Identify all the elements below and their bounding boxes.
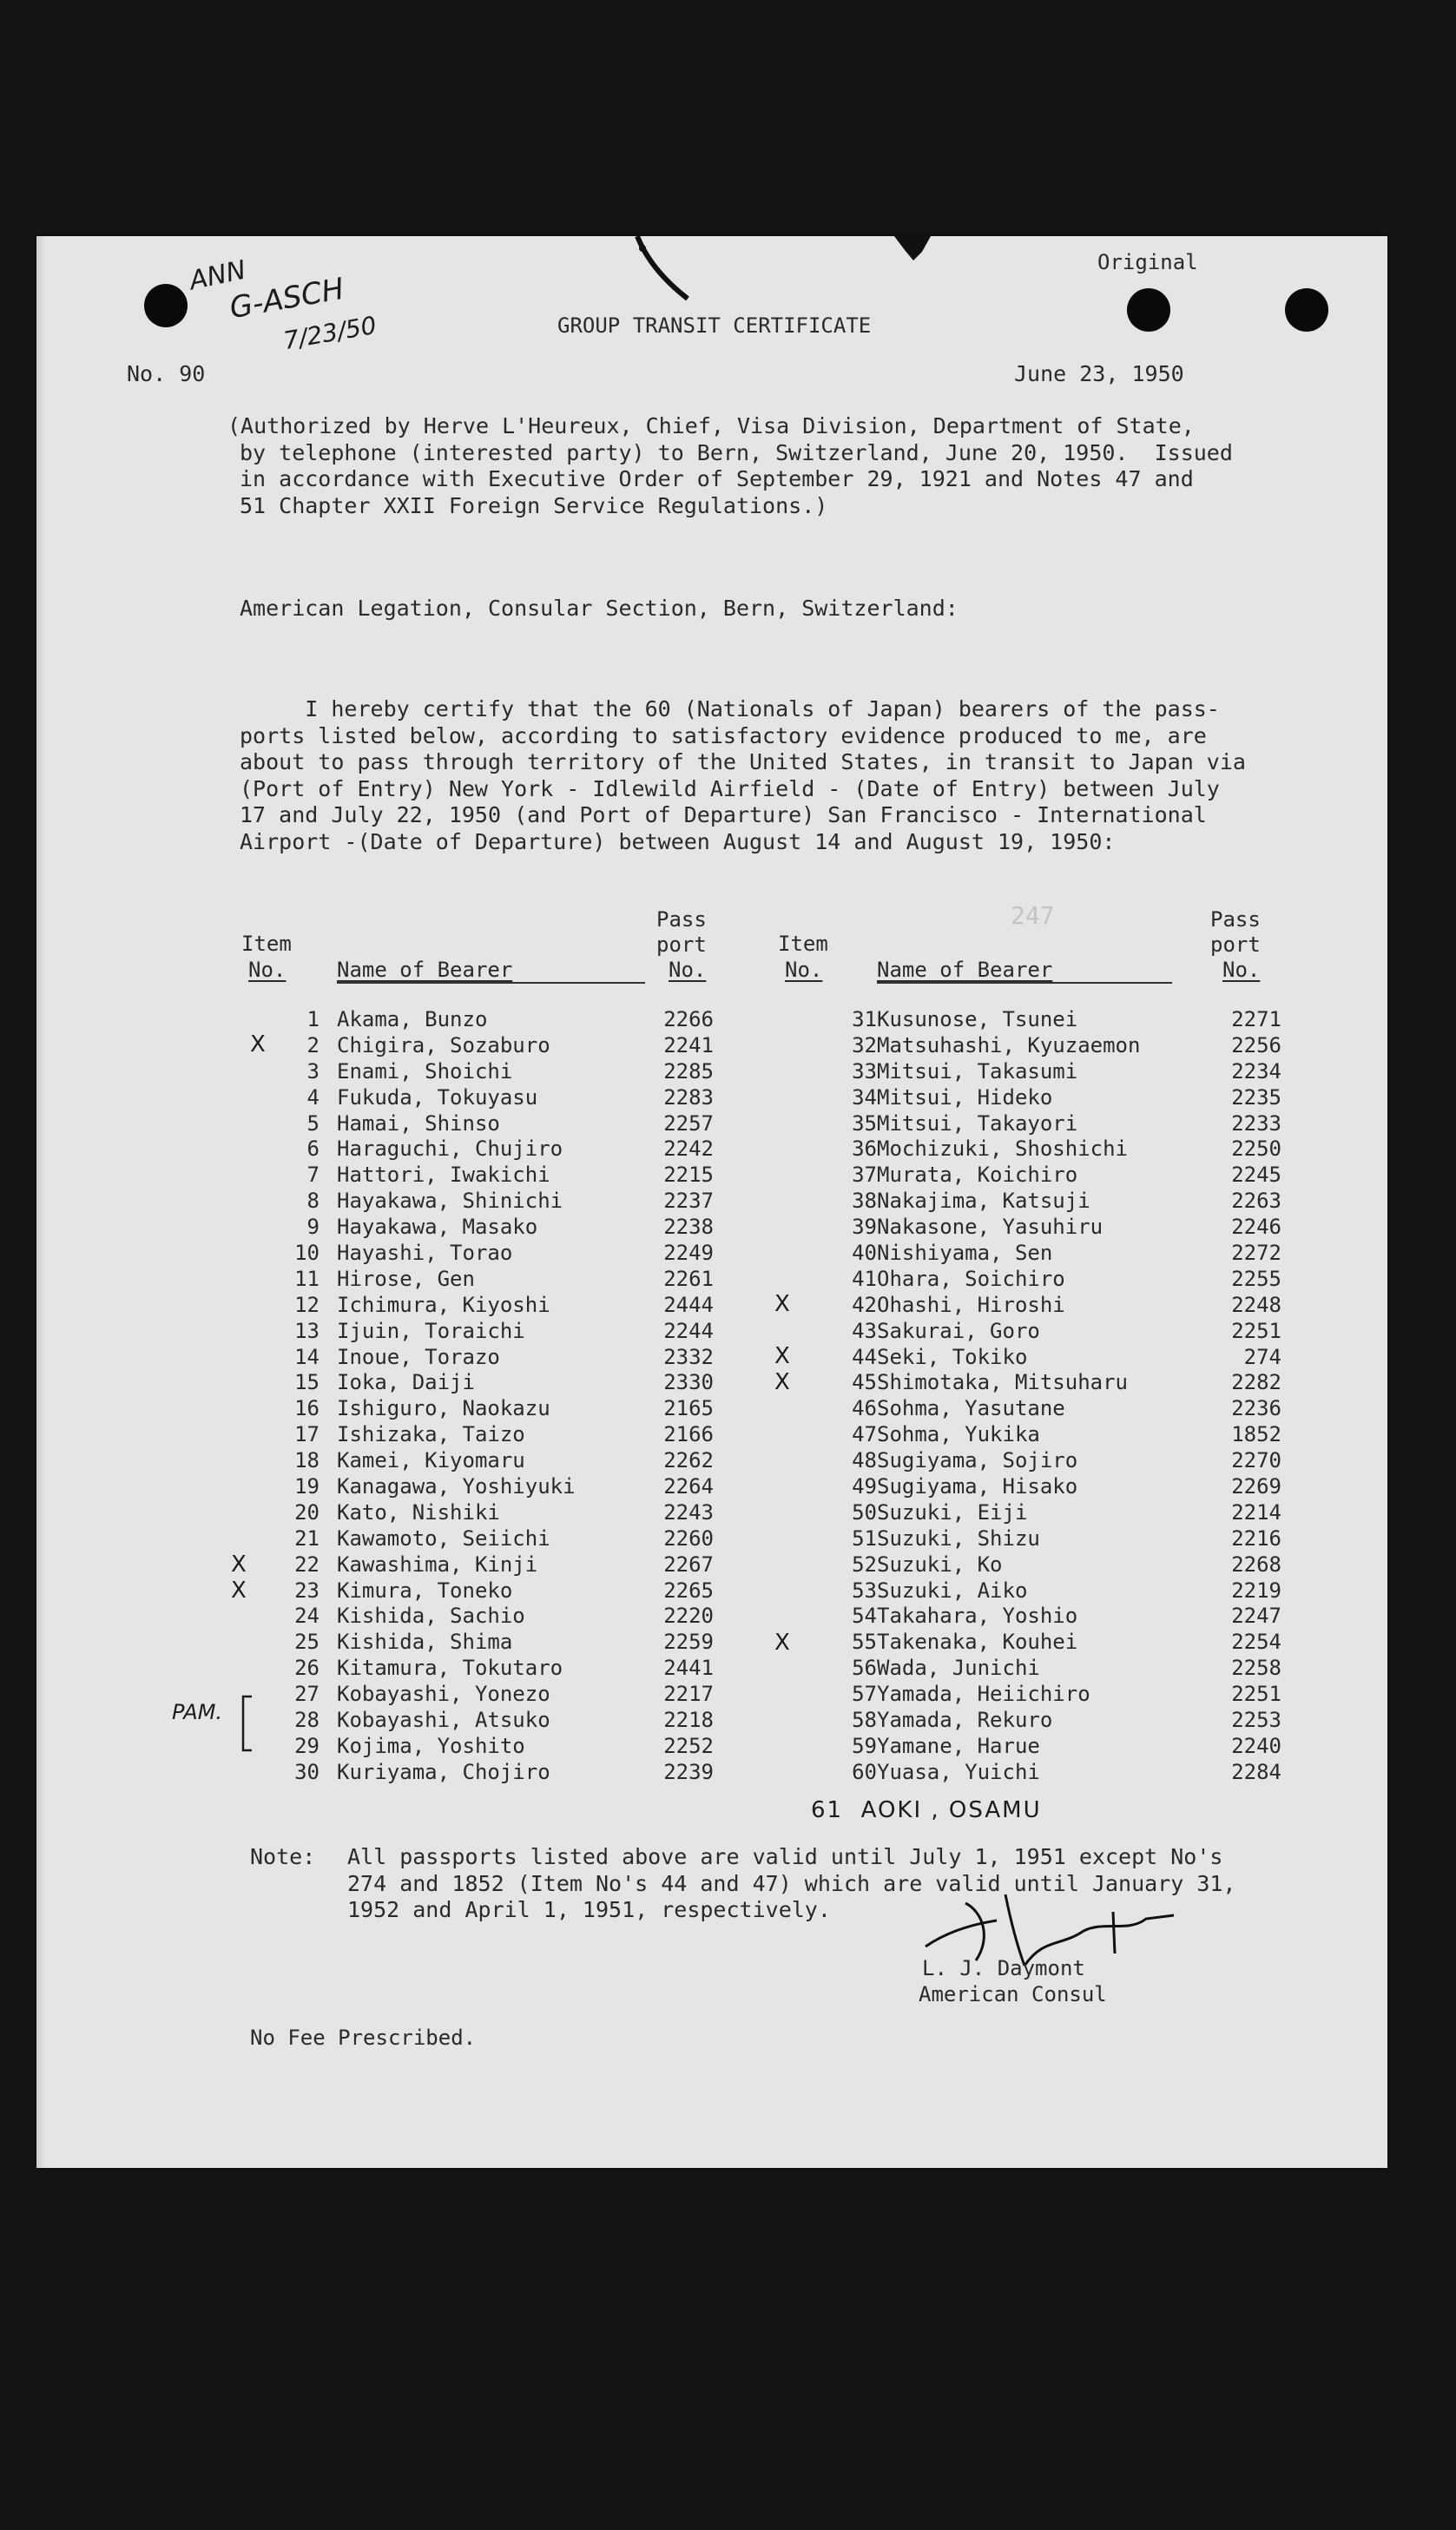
bearer-name: Ijuin, Toraichi xyxy=(337,1318,525,1343)
bearer-row xyxy=(747,1448,1320,1474)
bearers-list-right xyxy=(747,1007,1320,1786)
bearer-item-number: 59 xyxy=(852,1733,877,1758)
bearer-row xyxy=(747,1059,1320,1085)
fee-statement: No Fee Prescribed. xyxy=(250,2026,477,2050)
bearer-name: Hayakawa, Masako xyxy=(337,1215,538,1240)
bearer-passport-number: 2258 xyxy=(1231,1656,1281,1681)
bearer-passport-number: 2282 xyxy=(1231,1370,1281,1395)
bearer-name: Sakurai, Goro xyxy=(877,1318,1040,1343)
bearer-item-number: 36 xyxy=(852,1137,877,1162)
bearer-name: Seki, Tokiko xyxy=(877,1344,1028,1369)
bearer-row xyxy=(747,1656,1320,1682)
bearer-item-number: 43 xyxy=(852,1318,877,1343)
bearer-item-number: 7 xyxy=(306,1163,320,1188)
punch-hole-left xyxy=(144,284,188,327)
header-pass-right-1: Pass xyxy=(1210,907,1261,932)
bearer-name: Nakajima, Katsuji xyxy=(877,1189,1090,1214)
bearer-row xyxy=(747,1500,1320,1526)
bearer-row xyxy=(210,1682,766,1708)
bearer-name: Ichimura, Kiyoshi xyxy=(337,1292,550,1317)
bearer-row xyxy=(747,1760,1320,1786)
bearer-passport-number: 2256 xyxy=(1231,1032,1281,1057)
punch-hole-right xyxy=(1285,288,1328,332)
bearer-item-number: 39 xyxy=(852,1215,877,1240)
bearer-row xyxy=(210,1630,766,1656)
bearer-row xyxy=(747,1241,1320,1267)
bearer-name: Mitsui, Takasumi xyxy=(877,1058,1078,1084)
bearer-item-number: 28 xyxy=(294,1708,320,1733)
bearer-name: Hayakawa, Shinichi xyxy=(337,1189,563,1214)
bearer-row xyxy=(210,1760,766,1786)
bearer-item-number: 55 xyxy=(852,1630,877,1655)
bearer-name: Yuasa, Yuichi xyxy=(877,1759,1040,1784)
note-line: 274 and 1852 (Item No's 44 and 47) which are valid until January 31, xyxy=(347,1870,1236,1896)
bearer-item-number: 2 xyxy=(306,1032,320,1057)
bearer-row xyxy=(747,1552,1320,1578)
bearer-name: Fukuda, Tokuyasu xyxy=(337,1084,538,1110)
bearer-row xyxy=(747,1267,1320,1293)
bearer-item-number: 16 xyxy=(294,1396,320,1421)
bearer-passport-number: 2272 xyxy=(1231,1241,1281,1266)
bearer-item-number: 9 xyxy=(306,1215,320,1240)
bearer-item-number: 14 xyxy=(294,1344,320,1369)
bearer-passport-number: 2219 xyxy=(1231,1578,1281,1603)
bearer-name: Mitsui, Hideko xyxy=(877,1084,1053,1110)
bearer-row xyxy=(747,1319,1320,1345)
bearer-item-number: 46 xyxy=(852,1396,877,1421)
header-name-right: Name of Bearer xyxy=(877,958,1053,982)
bearer-name: Kishida, Sachio xyxy=(337,1604,525,1629)
bearer-row xyxy=(210,1267,766,1293)
bearer-passport-number: 2283 xyxy=(663,1084,714,1110)
bearer-row xyxy=(210,1163,766,1189)
bearer-passport-number: 2236 xyxy=(1231,1396,1281,1421)
bearer-passport-number: 2259 xyxy=(663,1630,714,1655)
bearer-item-number: 53 xyxy=(852,1578,877,1603)
bearer-item-number: 18 xyxy=(294,1448,320,1473)
bearer-item-number: 40 xyxy=(852,1241,877,1266)
bearer-item-number: 17 xyxy=(294,1422,320,1447)
bearer-name: Hirose, Gen xyxy=(337,1266,475,1291)
bearer-passport-number: 2284 xyxy=(1231,1759,1281,1784)
header-name-rule-left xyxy=(337,982,645,984)
bearer-name: Suzuki, Shizu xyxy=(877,1525,1040,1551)
header-pass-right-3: No. xyxy=(1222,958,1261,982)
bearers-list-left xyxy=(210,1007,766,1786)
certification-line: (Port of Entry) New York - Idlewild Airfield - (Date of Entry) between July xyxy=(240,775,1220,801)
bearer-passport-number: 2251 xyxy=(1231,1318,1281,1343)
bearer-row xyxy=(747,1345,1320,1371)
bearer-row xyxy=(210,1578,766,1604)
bearer-row xyxy=(210,1552,766,1578)
bearer-item-number: 37 xyxy=(852,1163,877,1188)
bearer-row xyxy=(747,1526,1320,1552)
bearer-row xyxy=(210,1293,766,1319)
bearer-item-number: 30 xyxy=(294,1759,320,1784)
bearer-passport-number: 2244 xyxy=(663,1318,714,1343)
bearer-name: Ohashi, Hiroshi xyxy=(877,1292,1065,1317)
bearer-name: Yamane, Harue xyxy=(877,1733,1040,1758)
bearer-passport-number: 2245 xyxy=(1231,1163,1281,1188)
bearer-passport-number: 2237 xyxy=(663,1189,714,1214)
bearer-name: Sohma, Yukika xyxy=(877,1422,1040,1447)
bearer-name: Matsuhashi, Kyuzaemon xyxy=(877,1032,1141,1057)
bearer-row xyxy=(210,1656,766,1682)
bearer-row xyxy=(210,1604,766,1630)
bearer-item-number: 27 xyxy=(294,1682,320,1707)
handwritten-entry-61: 61 AOKI , OSAMU xyxy=(811,1797,1042,1823)
bearer-row xyxy=(210,1448,766,1474)
bearer-item-number: 56 xyxy=(852,1656,877,1681)
certificate-date: June 23, 1950 xyxy=(1014,361,1184,386)
bearer-name: Suzuki, Aiko xyxy=(877,1578,1028,1603)
bearer-row xyxy=(747,1422,1320,1448)
authorization-line: 51 Chapter XXII Foreign Service Regulations.) xyxy=(240,492,828,518)
bearer-row xyxy=(210,1111,766,1137)
bearer-passport-number: 2253 xyxy=(1231,1708,1281,1733)
bearer-name: Takahara, Yoshio xyxy=(877,1604,1078,1629)
bearer-name: Ishiguro, Naokazu xyxy=(337,1396,550,1421)
bearer-passport-number: 2268 xyxy=(1231,1552,1281,1577)
punch-hole-center xyxy=(1127,288,1170,332)
bearer-name: Kobayashi, Atsuko xyxy=(337,1708,550,1733)
bearer-passport-number: 2246 xyxy=(1231,1215,1281,1240)
bearer-row xyxy=(210,1474,766,1500)
bearer-name: Nakasone, Yasuhiru xyxy=(877,1215,1104,1240)
certification-line: about to pass through territory of the United States, in transit to Japan via xyxy=(240,749,1246,774)
bearer-row xyxy=(747,1189,1320,1215)
bearer-item-number: 20 xyxy=(294,1499,320,1525)
paper-tear-marks xyxy=(592,236,957,314)
bearer-name: Yamada, Rekuro xyxy=(877,1708,1053,1733)
signer-title: American Consul xyxy=(919,1982,1107,2006)
bearer-passport-number: 2238 xyxy=(663,1215,714,1240)
bearer-row xyxy=(210,1345,766,1371)
bearer-name: Kato, Nishiki xyxy=(337,1499,500,1525)
authorization-line: (Authorized by Herve L'Heureux, Chief, Visa Division, Department of State, xyxy=(227,413,1195,438)
bearer-row xyxy=(747,1293,1320,1319)
bearer-passport-number: 2214 xyxy=(1231,1499,1281,1525)
header-name-left: Name of Bearer xyxy=(337,958,513,982)
note-line: 1952 and April 1, 1951, respectively. xyxy=(347,1897,831,1922)
document-page xyxy=(36,236,1387,2168)
bearer-row xyxy=(210,1319,766,1345)
bearer-name: Shimotaka, Mitsuharu xyxy=(877,1370,1128,1395)
certification-line: I hereby certify that the 60 (Nationals of Japan) bearers of the pass- xyxy=(240,696,1220,721)
bearer-passport-number: 274 xyxy=(1243,1344,1281,1369)
bearer-row xyxy=(210,1007,766,1033)
bearer-item-number: 25 xyxy=(294,1630,320,1655)
handwritten-corner-line2: G-ASCH xyxy=(227,271,347,326)
handwritten-x-item-41: X xyxy=(774,1291,790,1317)
header-item-right-1: Item xyxy=(778,932,828,956)
bearer-passport-number: 2249 xyxy=(663,1241,714,1266)
bearer-passport-number: 2269 xyxy=(1231,1474,1281,1499)
signer-name: L. J. Daymont xyxy=(922,1956,1085,1980)
bearer-item-number: 41 xyxy=(852,1266,877,1291)
bearer-name: Wada, Junichi xyxy=(877,1656,1040,1681)
authorization-paragraph xyxy=(227,413,1233,519)
bearer-row xyxy=(210,1215,766,1241)
bearer-passport-number: 2260 xyxy=(663,1525,714,1551)
header-item-right-2: No. xyxy=(785,958,823,982)
bearer-item-number: 12 xyxy=(294,1292,320,1317)
authorization-line: in accordance with Executive Order of September 29, 1921 and Notes 47 and xyxy=(240,466,1194,491)
bearer-name: Haraguchi, Chujiro xyxy=(337,1137,563,1162)
bearer-name: Chigira, Sozaburo xyxy=(337,1032,550,1057)
handwritten-x-item-23: X xyxy=(231,1578,247,1604)
bearer-item-number: 33 xyxy=(852,1058,877,1084)
handwritten-corner-line3: 7/23/50 xyxy=(280,310,379,356)
note-label: Note: xyxy=(250,1844,316,1869)
bearer-item-number: 58 xyxy=(852,1708,877,1733)
bearer-name: Nishiyama, Sen xyxy=(877,1241,1053,1266)
bearer-item-number: 60 xyxy=(852,1759,877,1784)
bearer-name: Kusunose, Tsunei xyxy=(877,1007,1078,1031)
bearer-passport-number: 2217 xyxy=(663,1682,714,1707)
bearer-row xyxy=(747,1033,1320,1059)
header-name-rule-right xyxy=(877,982,1172,984)
bearer-item-number: 6 xyxy=(306,1137,320,1162)
bearer-name: Mochizuki, Shoshichi xyxy=(877,1137,1128,1162)
bearer-item-number: 49 xyxy=(852,1474,877,1499)
bearer-passport-number: 2216 xyxy=(1231,1525,1281,1551)
bearer-passport-number: 2215 xyxy=(663,1163,714,1188)
bearer-item-number: 52 xyxy=(852,1552,877,1577)
stamp-number: 247 xyxy=(1011,901,1055,930)
bearer-passport-number: 2251 xyxy=(1231,1682,1281,1707)
bearer-name: Kamei, Kiyomaru xyxy=(337,1448,525,1473)
bearer-item-number: 8 xyxy=(306,1189,320,1214)
bearer-passport-number: 2241 xyxy=(663,1032,714,1057)
bearer-row xyxy=(210,1500,766,1526)
bearer-row xyxy=(747,1370,1320,1396)
bearer-passport-number: 2261 xyxy=(663,1266,714,1291)
bearer-item-number: 35 xyxy=(852,1110,877,1136)
bearer-passport-number: 2243 xyxy=(663,1499,714,1525)
bearer-name: Hattori, Iwakichi xyxy=(337,1163,550,1188)
bearer-item-number: 26 xyxy=(294,1656,320,1681)
bearer-item-number: 45 xyxy=(852,1370,877,1395)
bearer-passport-number: 2285 xyxy=(663,1058,714,1084)
bearer-name: Suzuki, Eiji xyxy=(877,1499,1028,1525)
bearer-row xyxy=(210,1526,766,1552)
handwritten-bracket xyxy=(238,1693,255,1756)
bearer-row xyxy=(210,1708,766,1734)
handwritten-corner-line1: ANN xyxy=(187,254,249,297)
bearer-item-number: 34 xyxy=(852,1084,877,1110)
bearer-passport-number: 2240 xyxy=(1231,1733,1281,1758)
bearer-row xyxy=(747,1111,1320,1137)
bearer-name: Mitsui, Takayori xyxy=(877,1110,1078,1136)
bearer-passport-number: 2255 xyxy=(1231,1266,1281,1291)
bearer-passport-number: 2264 xyxy=(663,1474,714,1499)
header-item-left-1: Item xyxy=(241,932,292,956)
bearer-row xyxy=(747,1708,1320,1734)
bearer-name: Kuriyama, Chojiro xyxy=(337,1759,550,1784)
bearer-item-number: 15 xyxy=(294,1370,320,1395)
note-line: All passports listed above are valid until July 1, 1951 except No's xyxy=(347,1844,1223,1869)
bearer-passport-number: 2332 xyxy=(663,1344,714,1369)
bearer-passport-number: 2444 xyxy=(663,1292,714,1317)
bearer-item-number: 29 xyxy=(294,1733,320,1758)
bearer-passport-number: 2235 xyxy=(1231,1084,1281,1110)
bearer-row xyxy=(210,1241,766,1267)
bearer-item-number: 44 xyxy=(852,1344,877,1369)
issuing-office: American Legation, Consular Section, Bern, Switzerland: xyxy=(240,596,959,621)
bearer-passport-number: 2252 xyxy=(663,1733,714,1758)
bearer-name: Ioka, Daiji xyxy=(337,1370,475,1395)
handwritten-x-item-55: X xyxy=(774,1630,790,1656)
certification-line: ports listed below, according to satisfactory evidence produced to me, are xyxy=(240,722,1207,748)
bearer-row xyxy=(210,1189,766,1215)
certification-line: Airport -(Date of Departure) between August 14 and August 19, 1950: xyxy=(240,828,1116,854)
bearer-item-number: 10 xyxy=(294,1241,320,1266)
bearer-item-number: 57 xyxy=(852,1682,877,1707)
bearer-item-number: 23 xyxy=(294,1578,320,1603)
bearer-passport-number: 2263 xyxy=(1231,1189,1281,1214)
bearer-item-number: 42 xyxy=(852,1292,877,1317)
bearer-row xyxy=(747,1604,1320,1630)
bearer-row xyxy=(747,1137,1320,1163)
bearer-name: Kanagawa, Yoshiyuki xyxy=(337,1474,576,1499)
bearer-name: Kobayashi, Yonezo xyxy=(337,1682,550,1707)
bearer-row xyxy=(747,1474,1320,1500)
header-pass-left-3: No. xyxy=(669,958,707,982)
bearer-row xyxy=(747,1085,1320,1111)
bearer-item-number: 32 xyxy=(852,1032,877,1057)
bearer-passport-number: 2265 xyxy=(663,1578,714,1603)
certification-line: 17 and July 22, 1950 (and Port of Departure) San Francisco - International xyxy=(240,802,1207,827)
bearer-passport-number: 2271 xyxy=(1231,1007,1281,1031)
bearer-item-number: 19 xyxy=(294,1474,320,1499)
bearer-item-number: 24 xyxy=(294,1604,320,1629)
certificate-number: No. 90 xyxy=(127,361,206,386)
bearer-name: Hamai, Shinso xyxy=(337,1110,500,1136)
bearer-passport-number: 2239 xyxy=(663,1759,714,1784)
bearer-name: Sohma, Yasutane xyxy=(877,1396,1065,1421)
bearer-passport-number: 2166 xyxy=(663,1422,714,1447)
handwritten-pam: PAM. xyxy=(172,1700,223,1724)
handwritten-x-item-43: X xyxy=(774,1343,790,1369)
bearer-name: Takenaka, Kouhei xyxy=(877,1630,1078,1655)
bearer-item-number: 21 xyxy=(294,1525,320,1551)
bearer-passport-number: 2220 xyxy=(663,1604,714,1629)
header-pass-right-2: port xyxy=(1210,932,1261,957)
bearer-row xyxy=(210,1085,766,1111)
bearer-passport-number: 2165 xyxy=(663,1396,714,1421)
bearer-name: Sugiyama, Sojiro xyxy=(877,1448,1078,1473)
bearer-name: Sugiyama, Hisako xyxy=(877,1474,1078,1499)
bearer-name: Kishida, Shima xyxy=(337,1630,513,1655)
bearer-passport-number: 2248 xyxy=(1231,1292,1281,1317)
bearer-name: Ishizaka, Taizo xyxy=(337,1422,525,1447)
header-pass-left-1: Pass xyxy=(656,907,707,932)
bearer-row xyxy=(747,1630,1320,1656)
bearer-name: Hayashi, Torao xyxy=(337,1241,513,1266)
bearer-passport-number: 2250 xyxy=(1231,1137,1281,1162)
original-label: Original xyxy=(1097,250,1198,274)
bearer-name: Akama, Bunzo xyxy=(337,1007,488,1031)
bearer-name: Kawashima, Kinji xyxy=(337,1552,538,1577)
document-title: GROUP TRANSIT CERTIFICATE xyxy=(557,313,872,338)
bearer-name: Kawamoto, Seiichi xyxy=(337,1525,550,1551)
bearer-name: Inoue, Torazo xyxy=(337,1344,500,1369)
bearer-passport-number: 2330 xyxy=(663,1370,714,1395)
bearer-name: Kimura, Toneko xyxy=(337,1578,513,1603)
bearer-row xyxy=(210,1370,766,1396)
bearer-row xyxy=(210,1422,766,1448)
certification-paragraph xyxy=(240,696,1246,855)
bearer-passport-number: 2254 xyxy=(1231,1630,1281,1655)
bearer-row xyxy=(747,1163,1320,1189)
handwritten-x-item-2: X xyxy=(250,1031,266,1057)
bearer-passport-number: 2257 xyxy=(663,1110,714,1136)
bearer-item-number: 5 xyxy=(306,1110,320,1136)
bearer-item-number: 4 xyxy=(306,1084,320,1110)
bearer-row xyxy=(747,1215,1320,1241)
bearer-row xyxy=(210,1059,766,1085)
bearer-row xyxy=(210,1033,766,1059)
bearer-passport-number: 2242 xyxy=(663,1137,714,1162)
bearer-passport-number: 2234 xyxy=(1231,1058,1281,1084)
bearer-name: Kojima, Yoshito xyxy=(337,1733,525,1758)
bearer-item-number: 38 xyxy=(852,1189,877,1214)
bearer-name: Ohara, Soichiro xyxy=(877,1266,1065,1291)
bearer-passport-number: 2267 xyxy=(663,1552,714,1577)
bearer-row xyxy=(747,1734,1320,1760)
authorization-line: by telephone (interested party) to Bern, Switzerland, June 20, 1950. Issued xyxy=(240,439,1233,465)
bearer-row xyxy=(210,1137,766,1163)
bearer-item-number: 47 xyxy=(852,1422,877,1447)
header-item-left-2: No. xyxy=(248,958,287,982)
bearer-passport-number: 2218 xyxy=(663,1708,714,1733)
bearer-item-number: 1 xyxy=(306,1007,320,1031)
bearer-row xyxy=(210,1734,766,1760)
bearer-name: Enami, Shoichi xyxy=(337,1058,513,1084)
bearer-name: Kitamura, Tokutaro xyxy=(337,1656,563,1681)
bearer-name: Murata, Koichiro xyxy=(877,1163,1078,1188)
bearer-item-number: 51 xyxy=(852,1525,877,1551)
bearer-row xyxy=(747,1578,1320,1604)
bearer-row xyxy=(747,1007,1320,1033)
bearer-passport-number: 2233 xyxy=(1231,1110,1281,1136)
bearer-passport-number: 2247 xyxy=(1231,1604,1281,1629)
bearer-passport-number: 2266 xyxy=(663,1007,714,1031)
bearer-item-number: 54 xyxy=(852,1604,877,1629)
handwritten-x-item-22: X xyxy=(231,1552,247,1578)
bearer-passport-number: 2262 xyxy=(663,1448,714,1473)
handwritten-x-item-44: X xyxy=(774,1369,790,1395)
bearer-item-number: 22 xyxy=(294,1552,320,1577)
bearer-passport-number: 1852 xyxy=(1231,1422,1281,1447)
bearer-name: Yamada, Heiichiro xyxy=(877,1682,1090,1707)
bearer-passport-number: 2441 xyxy=(663,1656,714,1681)
header-pass-left-2: port xyxy=(656,932,707,957)
bearer-item-number: 50 xyxy=(852,1499,877,1525)
bearer-item-number: 31 xyxy=(852,1007,877,1031)
bearer-name: Suzuki, Ko xyxy=(877,1552,1003,1577)
bearer-item-number: 13 xyxy=(294,1318,320,1343)
bearer-row xyxy=(747,1682,1320,1708)
bearer-passport-number: 2270 xyxy=(1231,1448,1281,1473)
bearer-row xyxy=(747,1396,1320,1422)
bearer-item-number: 48 xyxy=(852,1448,877,1473)
bearer-row xyxy=(210,1396,766,1422)
bearer-item-number: 3 xyxy=(306,1058,320,1084)
bearer-item-number: 11 xyxy=(294,1266,320,1291)
